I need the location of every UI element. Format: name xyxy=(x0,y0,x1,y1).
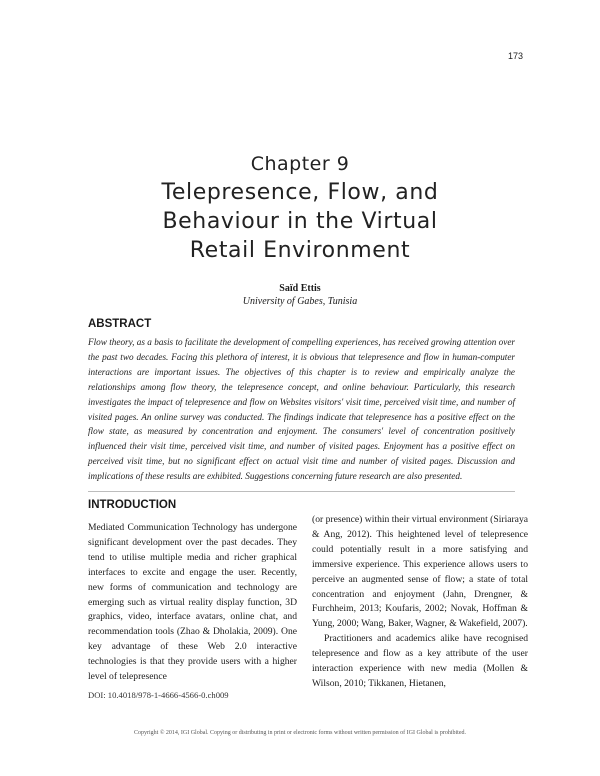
chapter-title-line: Retail Environment xyxy=(189,238,411,263)
chapter-title xyxy=(0,178,600,265)
introduction-paragraph: (or presence) within their virtual environment (Siriaraya & Ang, 2012). This heightened level of telepresence could potentially result in a more satisfying and immersive experience. This experience allows users to perceive an augmented sense of flow; a state of total concentration and enjoyment (Jahn, Drengner, & Furchheim, 2013; Koufaris, 2002; Novak, Hoffman & Yung, 2000; Wang, Baker, Wagner, & Wakefield, 2007). xyxy=(312,514,528,630)
author-name: Saïd Ettis xyxy=(279,283,321,294)
copyright-notice: Copyright © 2014, IGI Global. Copying or distributing in print or electronic forms without written permission of IGI Global is prohibited. xyxy=(133,730,466,736)
section-divider xyxy=(88,491,515,492)
chapter-label: Chapter 9 xyxy=(250,153,350,175)
introduction-paragraph: Mediated Communication Technology has undergone significant development over the past decades. They tend to utilise multiple media and richer graphical interfaces to excite and engage the user. Recently, new forms of communication and technology are emerging such as virtual reality display function, 3D graphics, video, interface avatars, online chat, and recommendation tools (Zhao & Dholakia, 2009). One key advantage of these Web 2.0 interactive technologies is that they provide users with a higher level of telepresence xyxy=(88,522,297,683)
introduction-right-column xyxy=(312,513,528,692)
introduction-left-column xyxy=(88,521,297,685)
author-affiliation: University of Gabes, Tunisia xyxy=(242,296,358,307)
abstract-heading: ABSTRACT xyxy=(88,318,152,330)
introduction-heading: INTRODUCTION xyxy=(88,499,177,511)
page-number: 173 xyxy=(508,51,524,61)
abstract-text: Flow theory, as a basis to facilitate the development of compelling experiences, has received growing attention over the past two decades. Facing this plethora of interest, it is obvious that telepresence and flow in human-computer interactions are important issues. The objectives of this chapter is to review and empirically analyze the relationships among flow theory, the telepresence concept, and online behaviour. Particularly, this research investigates the impact of telepresence and flow on Websites visitors' visit time, perceived visit time, and number of visited pages. An online survey was conducted. The findings indicate that telepresence has a positive effect on the flow state, as measured by concentration and enjoyment. The consumers' level of concentration positively influenced their visit time, perceived visit time, and number of visited pages. Enjoyment has a positive effect on perceived visit time, but no significant effect on actual visit time and number of visited pages. Discussion and implications of these results are exhibited. Suggestions concerning future research are also presented. xyxy=(88,337,515,482)
doi-line: DOI: 10.4018/978-1-4666-4566-0.ch009 xyxy=(88,690,229,700)
chapter-title-line: Behaviour in the Virtual xyxy=(162,209,438,234)
introduction-paragraph: Practitioners and academics alike have recognised telepresence and flow as a key attribute of the user interaction experience with new media (Mollen & Wilson, 2010; Tikkanen, Hietanen, xyxy=(312,633,528,689)
chapter-title-line: Telepresence, Flow, and xyxy=(161,180,439,205)
